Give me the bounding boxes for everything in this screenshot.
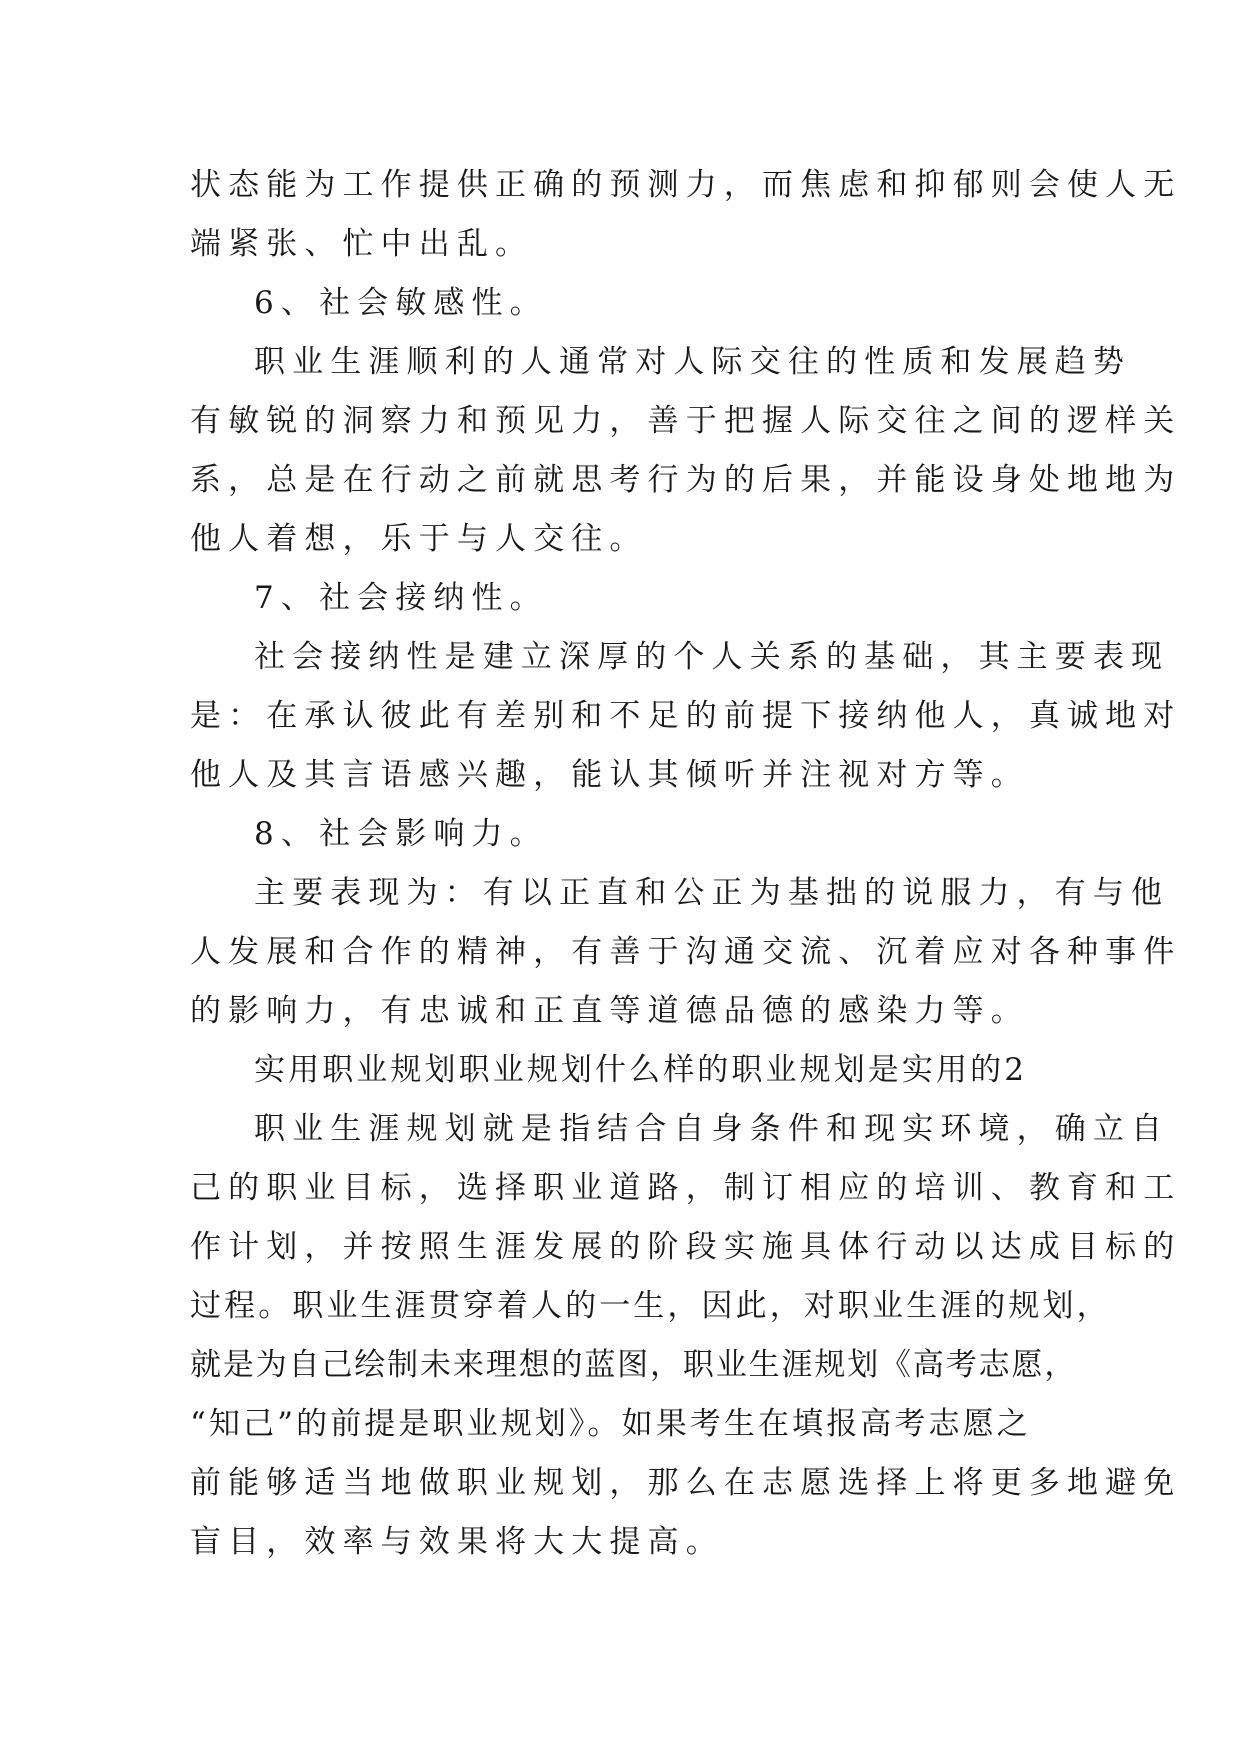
text-line: 的影响力，有忠诚和正直等道德品德的感染力等。 <box>190 993 1029 1029</box>
text-line: 己的职业目标，选择职业道路，制订相应的培训、教育和工 <box>190 1170 1182 1206</box>
text-line: 社会接纳性是建立深厚的个人关系的基础，其主要表现 <box>254 639 1170 675</box>
text-line: 职业生涯规划就是指结合自身条件和现实环境，确立自 <box>254 1111 1170 1147</box>
text-line: 主要表现为：有以正直和公正为基拙的说服力，有与他 <box>254 875 1170 911</box>
text-line: 职业生涯顺利的人通常对人际交往的性质和发展趋势 <box>254 344 1131 380</box>
text-line: 作计划，并按照生涯发展的阶段实施具体行动以达成目标的 <box>190 1229 1182 1265</box>
text-line: 有敏锐的洞察力和预见力，善于把握人际交往之间的逻样关 <box>190 403 1182 439</box>
text-line: 前能够适当地做职业规划，那么在志愿选择上将更多地避免 <box>190 1465 1182 1501</box>
section-heading: 8、社会影响力。 <box>254 816 548 852</box>
text-line: 系，总是在行动之前就思考行为的后果，并能设身处地地为 <box>190 462 1182 498</box>
text-line: 状态能为工作提供正确的预测力，而焦虑和抑郁则会使人无 <box>190 167 1182 203</box>
text-line: 就是为自己绘制未来理想的蓝图，职业生涯规划《高考志愿， <box>190 1347 1078 1383</box>
text-line: 人发展和合作的精神，有善于沟通交流、沉着应对各种事件 <box>190 934 1182 970</box>
text-line: 他人及其言语感兴趣，能认其倾听并注视对方等。 <box>190 757 1029 793</box>
text-line: 他人着想，乐于与人交往。 <box>190 521 648 557</box>
text-line: 过程。职业生涯贯穿着人的一生，因此，对职业生涯的规划， <box>190 1288 1111 1324</box>
text-line: “知己”的前提是职业规划》。如果考生在填报高考志愿之 <box>190 1406 1031 1442</box>
section-heading: 7、社会接纳性。 <box>254 580 548 616</box>
section-heading: 6、社会敏感性。 <box>254 285 548 321</box>
text-line: 端紧张、忙中出乱。 <box>190 226 534 262</box>
article-title: 实用职业规划职业规划什么样的职业规划是实用的2 <box>254 1052 1028 1088</box>
text-line: 是：在承认彼此有差别和不足的前提下接纳他人，真诚地对 <box>190 698 1182 734</box>
text-line: 盲目，效率与效果将大大提高。 <box>190 1524 724 1560</box>
